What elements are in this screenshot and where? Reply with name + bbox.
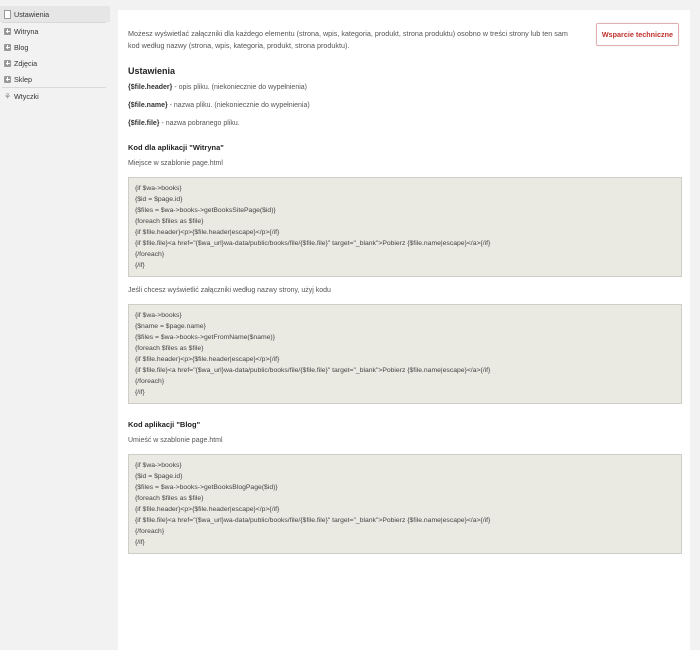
- code-line: {foreach $files as $file}: [135, 495, 204, 502]
- plus-box-icon[interactable]: [4, 76, 11, 83]
- code-line: {$name = $page.name}: [135, 323, 206, 330]
- code-block-by-name[interactable]: [128, 304, 682, 404]
- main-panel: [118, 10, 690, 650]
- code-line: {if $file.header}<p>{$file.header|escape}</p>{/if}: [135, 229, 280, 236]
- code-line: {/if}: [135, 389, 145, 396]
- sidebar-item-ustawienia[interactable]: [0, 6, 110, 22]
- code-line: {/if}: [135, 262, 145, 269]
- blog-title: Kod aplikacji "Blog": [128, 420, 201, 429]
- code-line: {/if}: [135, 539, 145, 546]
- code-line: {if $file.header}<p>{$file.header|escape}</p>{/if}: [135, 356, 280, 363]
- code-line: {$id = $page.id}: [135, 473, 183, 480]
- code-line: {$files = $wa->books->getBooksSitePage($id)}: [135, 207, 276, 214]
- param-header: [128, 84, 680, 91]
- code-line: {foreach $files as $file}: [135, 345, 204, 352]
- code-line: {foreach $files as $file}: [135, 218, 204, 225]
- code-line: {if $file.file}<a href="{$wa_url}wa-data/public/books/file/{$file.file}" target="_blank">Pobierz {$file.name|escape}</a>{/if}: [135, 240, 491, 247]
- name-note: Jeśli chcesz wyświetlić załączniki według nazwy strony, użyj kodu: [128, 287, 331, 294]
- param-name: {$file.file}: [128, 120, 160, 127]
- plus-box-icon[interactable]: [4, 44, 11, 51]
- sidebar-item-zdjecia[interactable]: [0, 55, 110, 71]
- code-line: {if $file.file}<a href="{$wa_url}wa-data/public/books/file/{$file.file}" target="_blank">Pobierz {$file.name|escape}</a>{/if}: [135, 517, 491, 524]
- code-line: {$files = $wa->books->getFromName($name)}: [135, 334, 275, 341]
- sidebar-item-label: Wtyczki: [14, 91, 39, 101]
- document-icon: [4, 10, 11, 19]
- intro-text: Możesz wyświetlać załączniki dla każdego elementu (strona, wpis, kategoria, produkt, strona produktu) osobno w treści strony lub ten sam kod według nazwy (strona, wpis, kategoria, produkt, strona produktu).: [128, 29, 568, 50]
- plus-box-icon[interactable]: [4, 60, 11, 67]
- code-line: {if $wa->books}: [135, 312, 182, 319]
- code-line: {if $file.file}<a href="{$wa_url}wa-data/public/books/file/{$file.file}" target="_blank">Pobierz {$file.name|escape}</a>{/if}: [135, 367, 491, 374]
- sidebar-item-label: Zdjęcia: [14, 58, 38, 68]
- code-line: {if $file.header}<p>{$file.header|escape}</p>{/if}: [135, 506, 280, 513]
- support-button[interactable]: Wsparcie techniczne: [596, 23, 679, 46]
- param-desc: - opis pliku. (niekoniecznie do wypełnienia): [172, 84, 307, 91]
- sidebar: [0, 0, 110, 638]
- sidebar-item-witryna[interactable]: [0, 23, 110, 39]
- code-block-witryna[interactable]: [128, 177, 682, 277]
- plus-box-icon[interactable]: [4, 28, 11, 35]
- code-line: {$files = $wa->books->getBooksBlogPage($id)}: [135, 484, 278, 491]
- witryna-title: Kod dla aplikacji "Witryna": [128, 143, 224, 152]
- code-block-blog[interactable]: [128, 454, 682, 554]
- witryna-note: Miejsce w szablonie page.html: [128, 160, 223, 167]
- code-line: {/foreach}: [135, 251, 165, 258]
- code-line: {if $wa->books}: [135, 462, 182, 469]
- param-desc: - nazwa pobranego pliku.: [159, 120, 240, 127]
- param-name-row: [128, 102, 680, 109]
- sidebar-item-label: Blog: [14, 42, 29, 52]
- sidebar-item-label: Sklep: [14, 74, 32, 84]
- param-name: {$file.name}: [128, 102, 168, 109]
- settings-title: Ustawienia: [128, 66, 176, 76]
- code-line: {$id = $page.id}: [135, 196, 183, 203]
- sidebar-item-sklep[interactable]: [0, 71, 110, 87]
- sidebar-item-label: Ustawienia: [14, 9, 50, 19]
- code-line: {/foreach}: [135, 528, 165, 535]
- code-line: {/foreach}: [135, 378, 165, 385]
- param-desc: - nazwa pliku. (niekoniecznie do wypełnienia): [167, 102, 310, 109]
- sidebar-item-wtyczki[interactable]: [0, 88, 110, 104]
- param-file: [128, 120, 680, 127]
- sidebar-item-label: Witryna: [14, 26, 39, 36]
- sidebar-item-blog[interactable]: [0, 39, 110, 55]
- code-line: {if $wa->books}: [135, 185, 182, 192]
- blog-note: Umieść w szablonie page.html: [128, 437, 223, 444]
- plug-icon: ⚘: [4, 91, 12, 101]
- param-name: {$file.header}: [128, 84, 173, 91]
